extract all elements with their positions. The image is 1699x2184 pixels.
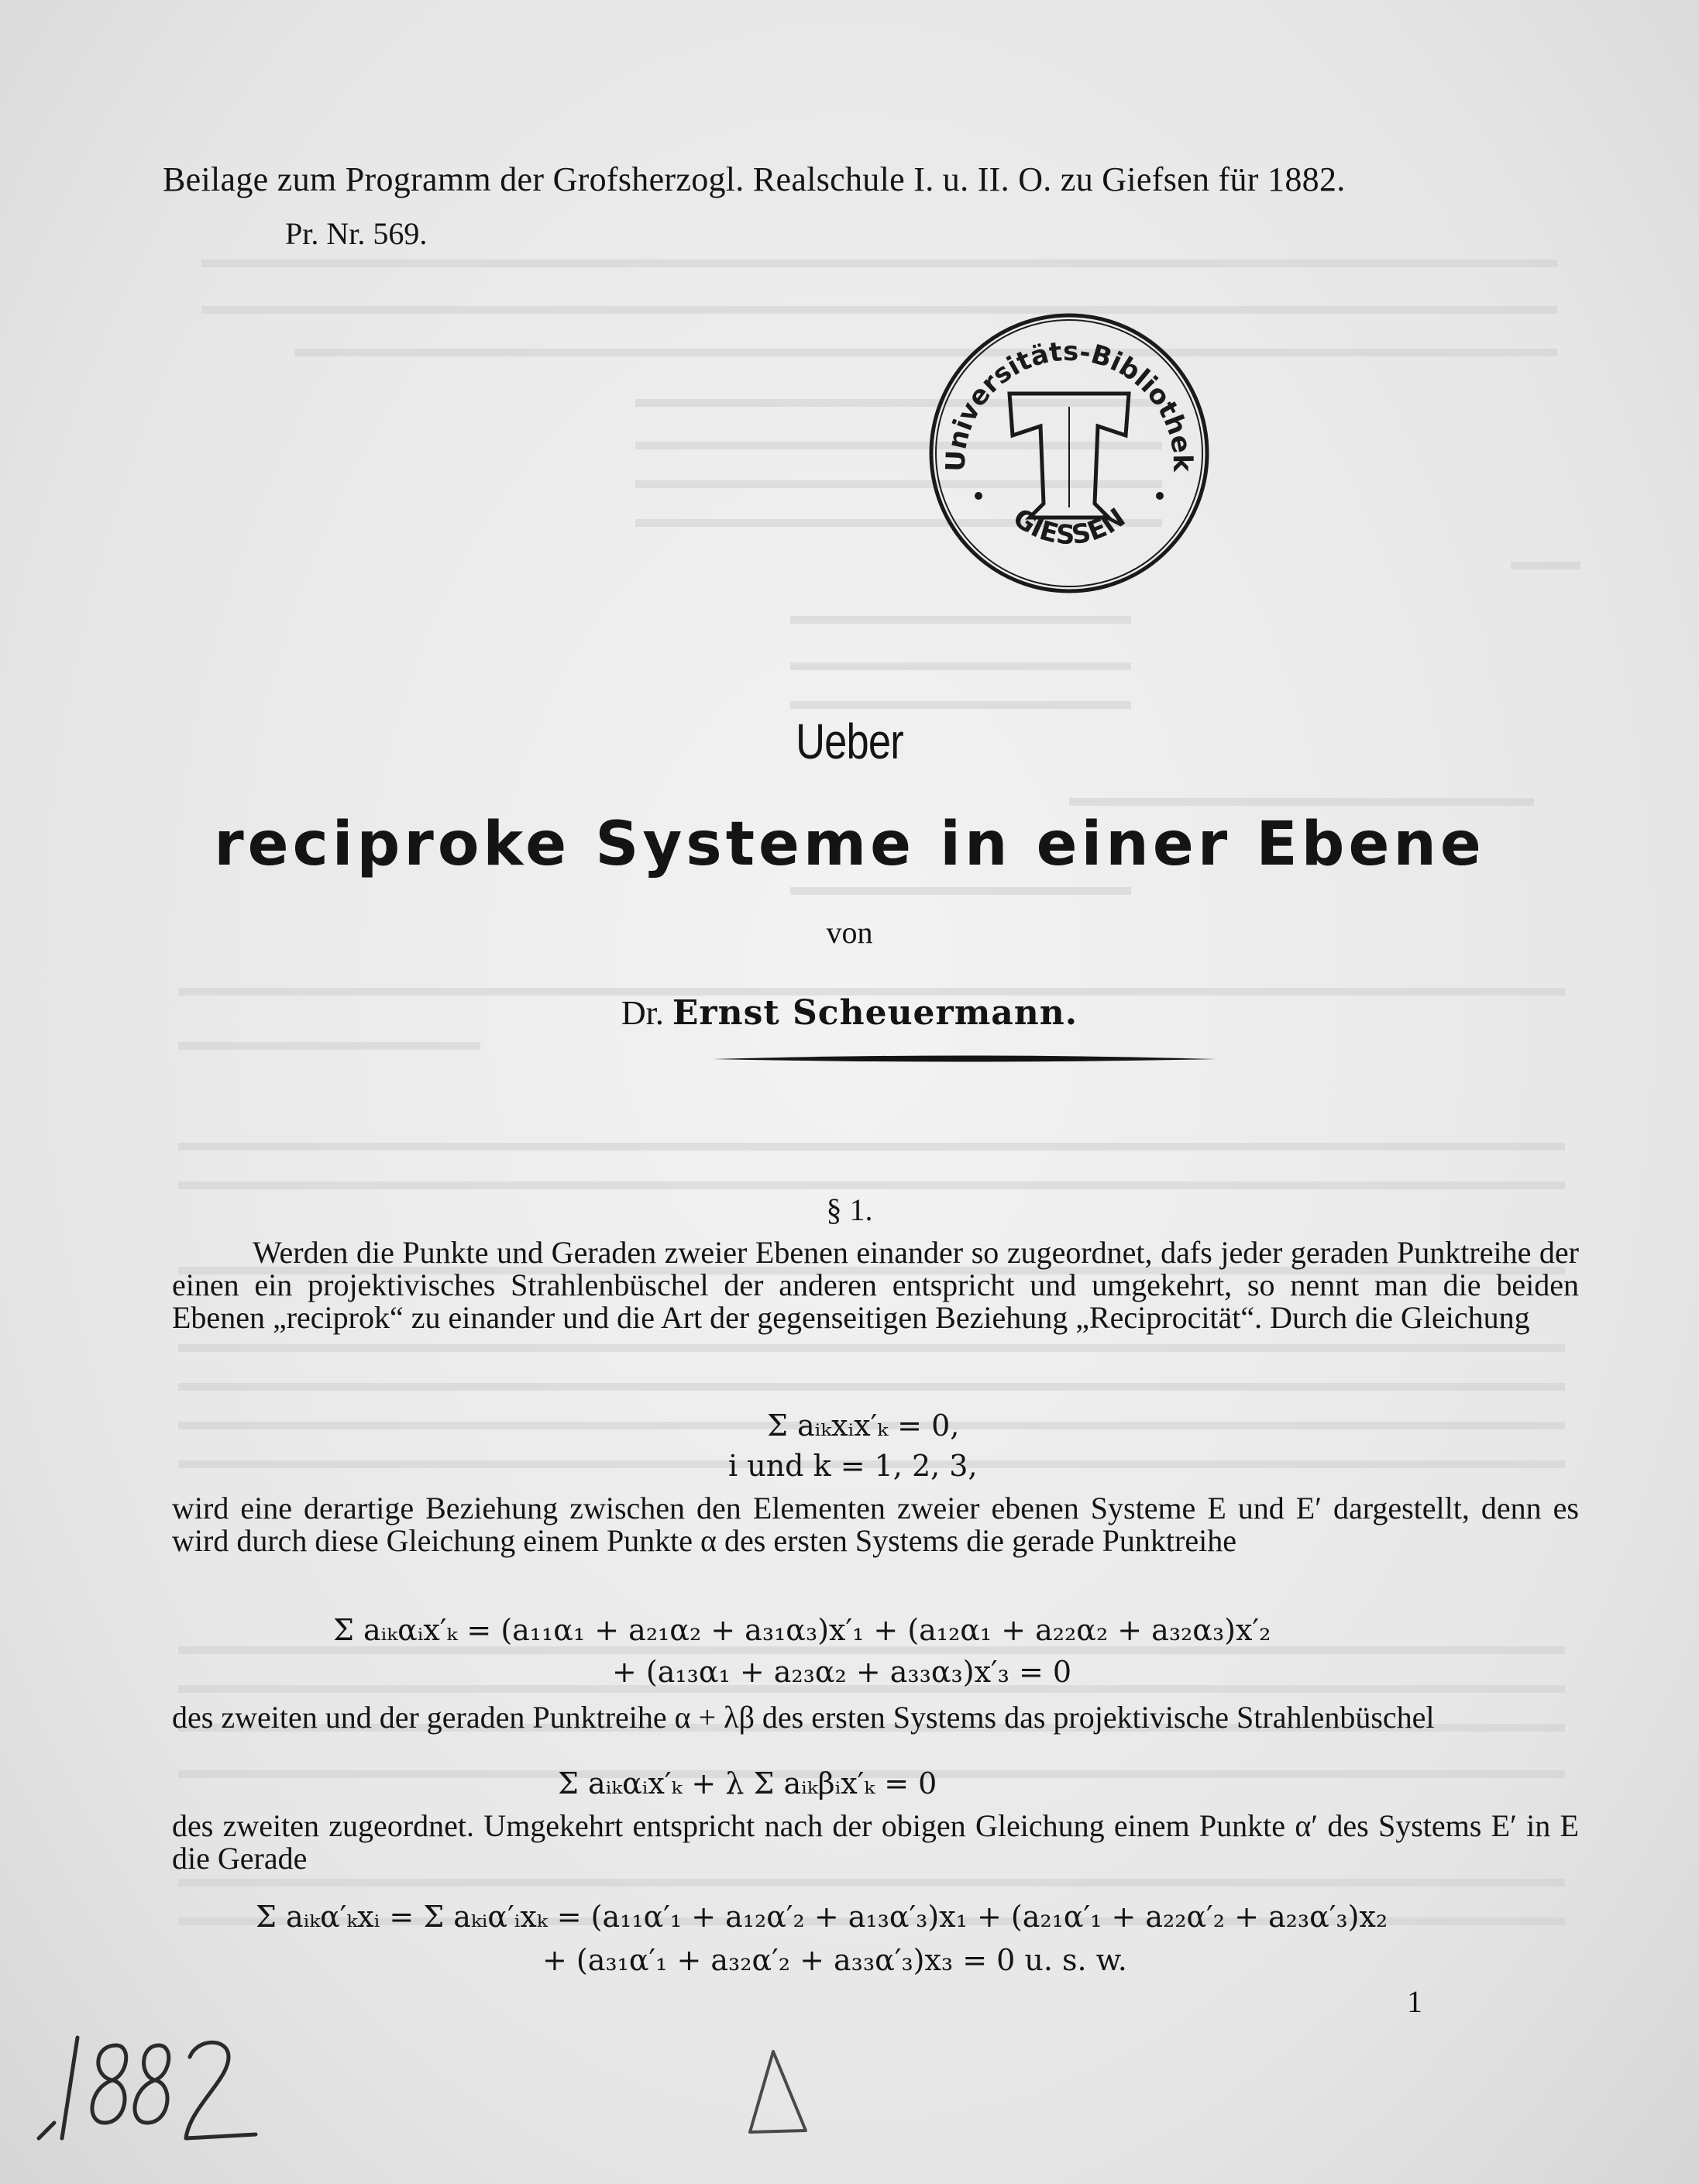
t-cross-icon: [1009, 394, 1129, 518]
page-number: 1: [1407, 1984, 1422, 2019]
title-von: von: [826, 915, 873, 950]
decorative-rule: [713, 1054, 1216, 1064]
paragraph-4: des zweiten zugeordnet. Umgekehrt entspricht nach der obigen Gleichung einem Punkte α′ des Systems E′ in E die Gerade: [172, 1808, 1579, 1876]
program-number: Pr. Nr. 569.: [285, 216, 428, 251]
library-stamp: [926, 310, 1212, 597]
author-line: [0, 993, 1699, 1033]
section-heading: § 1.: [826, 1192, 873, 1227]
handwritten-delta: [742, 2045, 812, 2138]
equation-4-line2: + (a₃₁α′₁ + a₃₂α′₂ + a₃₃α′₃)x₃ = 0 u. s. w.: [542, 1943, 1127, 1977]
equation-4-line1: Σ aᵢₖα′ₖxᵢ = Σ aₖᵢα′ᵢxₖ = (a₁₁α′₁ + a₁₂α′₂ + a₁₃α′₃)x₁ + (a₂₁α′₁ + a₂₂α′₂ + a₂₃α′₃)x₂: [256, 1900, 1388, 1934]
program-header: Beilage zum Programm der Grofsherzogl. Realschule I. u. II. O. zu Giefsen für 1882.: [163, 160, 1346, 198]
equation-2-line1: Σ aᵢₖαᵢx′ₖ = (a₁₁α₁ + a₂₁α₂ + a₃₁α₃)x′₁ + (a₁₂α₁ + a₂₂α₂ + a₃₂α₃)x′₂: [333, 1613, 1271, 1647]
paragraph-1: Werden die Punkte und Geraden zweier Ebenen einander so zugeordnet, dafs jeder geraden Punktreihe der einen ein projektivisches Strahlenbüschel der anderen entspricht und umgekehrt, so nennt man die beiden Ebenen „reciprok“ zu einander und die Art der gegenseitigen Beziehung „Reciprocität“. Durch die Gleichung: [172, 1235, 1579, 1335]
equation-3: Σ aᵢₖαᵢx′ₖ + λ Σ aᵢₖβᵢx′ₖ = 0: [558, 1766, 937, 1801]
svg-text:GIESSEN: [1007, 502, 1131, 551]
equation-1-indices: i und k = 1, 2, 3,: [728, 1449, 978, 1483]
stamp-top-text: Universitäts-Bibliothek: [940, 335, 1199, 473]
stamp-bottom-text: GIESSEN: [1006, 502, 1132, 552]
author-name: Ernst Scheuermann.: [672, 993, 1078, 1033]
main-title: reciproke Systeme in einer Ebene: [214, 810, 1485, 879]
equation-1: Σ aᵢₖxᵢx′ₖ = 0,: [767, 1408, 960, 1443]
equation-2-line2: + (a₁₃α₁ + a₂₃α₂ + a₃₃α₃)x′₃ = 0: [612, 1655, 1072, 1689]
title-ueber: Ueber: [796, 714, 903, 769]
paragraph-3: des zweiten und der geraden Punktreihe α + λβ des ersten Systems das projektivische Strahlenbüschel: [172, 1700, 1435, 1735]
handwritten-year: [31, 2022, 263, 2154]
author-prefix: Dr.: [621, 994, 664, 1032]
paragraph-2: wird eine derartige Beziehung zwischen den Elementen zweier ebenen Systeme E und E′ dargestellt, denn es wird durch diese Gleichung einem Punkte α des ersten Systems die gerade Punktreihe: [172, 1491, 1579, 1558]
